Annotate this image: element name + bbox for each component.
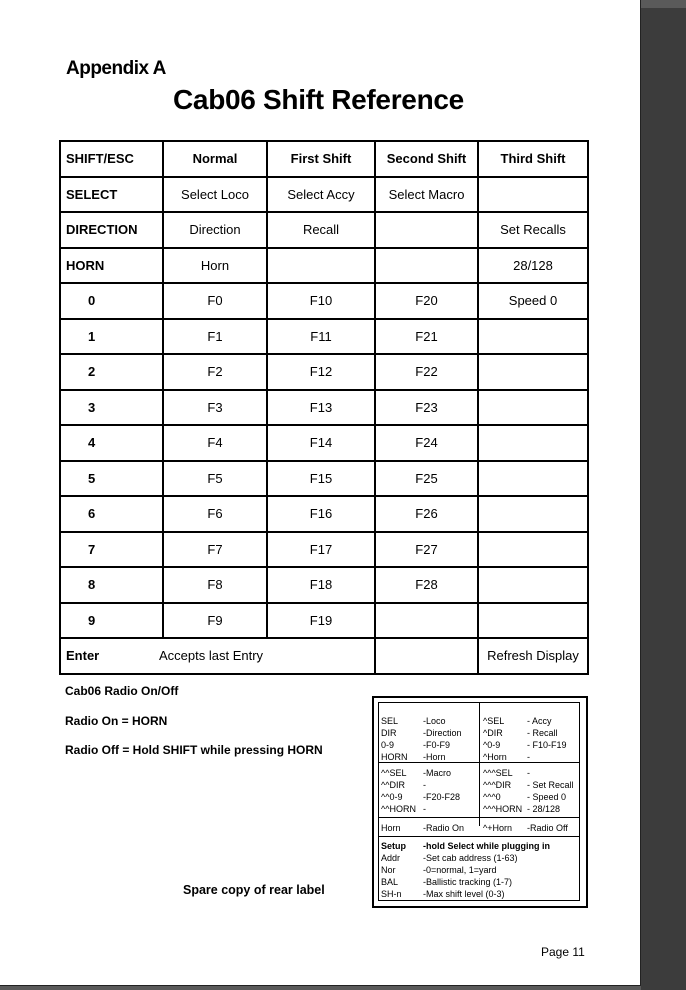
- label-col-right: [483, 715, 567, 763]
- header-cell: Third Shift: [478, 141, 588, 177]
- table-row: [60, 354, 588, 390]
- label-line: ^^^SEL -: [483, 768, 530, 778]
- table-cell: [478, 567, 588, 603]
- row-label: 3: [60, 390, 163, 426]
- table-cell: Select Accy: [267, 177, 375, 213]
- table-cell: F25: [375, 461, 478, 497]
- header-cell: First Shift: [267, 141, 375, 177]
- enter-accepts-text: Accepts last Entry: [159, 648, 264, 664]
- table-cell: [375, 212, 478, 248]
- row-label: 6: [60, 496, 163, 532]
- table-cell: [478, 354, 588, 390]
- label-line: ^^^HORN - 28/128: [483, 804, 561, 814]
- table-cell: F6: [163, 496, 267, 532]
- row-label: 9: [60, 603, 163, 639]
- label-col-left: [381, 767, 460, 815]
- label-section-3: [379, 819, 579, 837]
- table-row: [60, 567, 588, 603]
- radio-off-note: Radio Off = Hold SHIFT while pressing HORN: [65, 743, 323, 757]
- label-line: BAL -Ballistic tracking (1-7): [381, 877, 513, 887]
- label-setup: [381, 840, 550, 900]
- label-line: ^^HORN -: [381, 804, 426, 814]
- table-cell: Set Recalls: [478, 212, 588, 248]
- table-cell: F22: [375, 354, 478, 390]
- label-line: ^^^0 - Speed 0: [483, 792, 567, 802]
- table-cell: F24: [375, 425, 478, 461]
- table-row: [60, 390, 588, 426]
- label-line: ^^0-9 -F20-F28: [381, 792, 461, 802]
- header-cell: Second Shift: [375, 141, 478, 177]
- table-cell: [478, 532, 588, 568]
- table-header-row: [60, 141, 588, 177]
- spare-label-caption: Spare copy of rear label: [183, 883, 325, 897]
- label-line: ^^SEL -Macro: [381, 768, 452, 778]
- header-cell: SHIFT/ESC: [60, 141, 163, 177]
- rear-label: [372, 696, 588, 908]
- row-label: DIRECTION: [60, 212, 163, 248]
- appendix-heading: Appendix A: [66, 58, 166, 79]
- page-shadow: [641, 8, 686, 990]
- radio-on-note: Radio On = HORN: [65, 714, 168, 728]
- label-line: HORN -Horn: [381, 752, 446, 762]
- label-line: ^0-9 - F10-F19: [483, 740, 567, 750]
- label-line: Addr -Set cab address (1-63): [381, 853, 518, 863]
- table-cell: Recall: [267, 212, 375, 248]
- row-label: 1: [60, 319, 163, 355]
- table-cell: F19: [267, 603, 375, 639]
- row-label: 0: [60, 283, 163, 319]
- label-line: ^SEL - Accy: [483, 716, 552, 726]
- table-row: [60, 283, 588, 319]
- table-cell: [478, 319, 588, 355]
- row-label: 8: [60, 567, 163, 603]
- table-cell: [478, 425, 588, 461]
- table-cell: F18: [267, 567, 375, 603]
- table-row: [60, 425, 588, 461]
- label-line: ^^DIR -: [381, 780, 426, 790]
- radio-heading: Cab06 Radio On/Off: [65, 684, 179, 698]
- table-cell: [478, 496, 588, 532]
- table-cell: [478, 177, 588, 213]
- table-cell: [478, 390, 588, 426]
- row-label: Enter: [66, 648, 100, 664]
- table-cell: F20: [375, 283, 478, 319]
- table-cell: Direction: [163, 212, 267, 248]
- label-line: ^DIR - Recall: [483, 728, 558, 738]
- table-cell: [478, 461, 588, 497]
- table-cell: [375, 603, 478, 639]
- table-cell: F17: [267, 532, 375, 568]
- table-cell: [267, 248, 375, 284]
- label-line: Horn -Radio On: [381, 823, 465, 833]
- label-line: SEL -Loco: [381, 716, 446, 726]
- table-cell: F28: [375, 567, 478, 603]
- table-row: [60, 319, 588, 355]
- label-line: ^Horn -: [483, 752, 530, 762]
- table-cell: F0: [163, 283, 267, 319]
- table-cell: F7: [163, 532, 267, 568]
- label-line: Setup -hold Select while plugging in: [381, 841, 550, 851]
- table-cell: 28/128: [478, 248, 588, 284]
- table-row: [60, 496, 588, 532]
- table-cell: F5: [163, 461, 267, 497]
- table-cell: F9: [163, 603, 267, 639]
- table-cell: [159, 638, 375, 674]
- table-cell: F2: [163, 354, 267, 390]
- rear-label-inner: [378, 702, 580, 901]
- table-cell: [478, 603, 588, 639]
- page-title: Cab06 Shift Reference: [173, 84, 464, 115]
- label-section-1: [379, 704, 579, 763]
- label-section-2: [379, 765, 579, 818]
- label-col-right: [483, 767, 574, 815]
- table-cell: [375, 248, 478, 284]
- table-cell: Select Loco: [163, 177, 267, 213]
- table-cell: F27: [375, 532, 478, 568]
- label-line: Nor -0=normal, 1=yard: [381, 865, 497, 875]
- table-cell: F4: [163, 425, 267, 461]
- table-row: [60, 212, 588, 248]
- table-cell: F15: [267, 461, 375, 497]
- table-cell: Speed 0: [478, 283, 588, 319]
- row-label: 4: [60, 425, 163, 461]
- label-line: ^^^DIR - Set Recall: [483, 780, 574, 790]
- table-cell: F13: [267, 390, 375, 426]
- label-line: SH-n -Max shift level (0-3): [381, 889, 505, 899]
- table-cell: F8: [163, 567, 267, 603]
- label-col-left: [381, 822, 464, 834]
- label-line: DIR -Direction: [381, 728, 462, 738]
- table-row: [60, 603, 588, 639]
- table-cell: F3: [163, 390, 267, 426]
- row-label: HORN: [60, 248, 163, 284]
- table-cell: [375, 638, 478, 674]
- table-cell: F11: [267, 319, 375, 355]
- table-cell: F23: [375, 390, 478, 426]
- row-label: 5: [60, 461, 163, 497]
- table-row: [60, 177, 588, 213]
- label-line: ^+Horn -Radio Off: [483, 823, 568, 833]
- table-cell: F16: [267, 496, 375, 532]
- label-col-left: [381, 715, 462, 763]
- label-col-right: [483, 822, 568, 834]
- row-label: 2: [60, 354, 163, 390]
- table-row: [60, 532, 588, 568]
- table-cell: F10: [267, 283, 375, 319]
- table-cell: F1: [163, 319, 267, 355]
- row-label: 7: [60, 532, 163, 568]
- table-row-enter: [60, 638, 588, 674]
- table-cell: F14: [267, 425, 375, 461]
- label-line: 0-9 -F0-F9: [381, 740, 450, 750]
- table-cell: Horn: [163, 248, 267, 284]
- header-cell: Normal: [163, 141, 267, 177]
- page-number: Page 11: [541, 945, 585, 959]
- table-cell: Refresh Display: [487, 648, 579, 664]
- table-row: [60, 248, 588, 284]
- row-label: SELECT: [60, 177, 163, 213]
- table-cell: F12: [267, 354, 375, 390]
- table-cell: F21: [375, 319, 478, 355]
- shift-reference-table: [59, 140, 589, 675]
- table-cell: Select Macro: [375, 177, 478, 213]
- table-row: [60, 461, 588, 497]
- table-cell: F26: [375, 496, 478, 532]
